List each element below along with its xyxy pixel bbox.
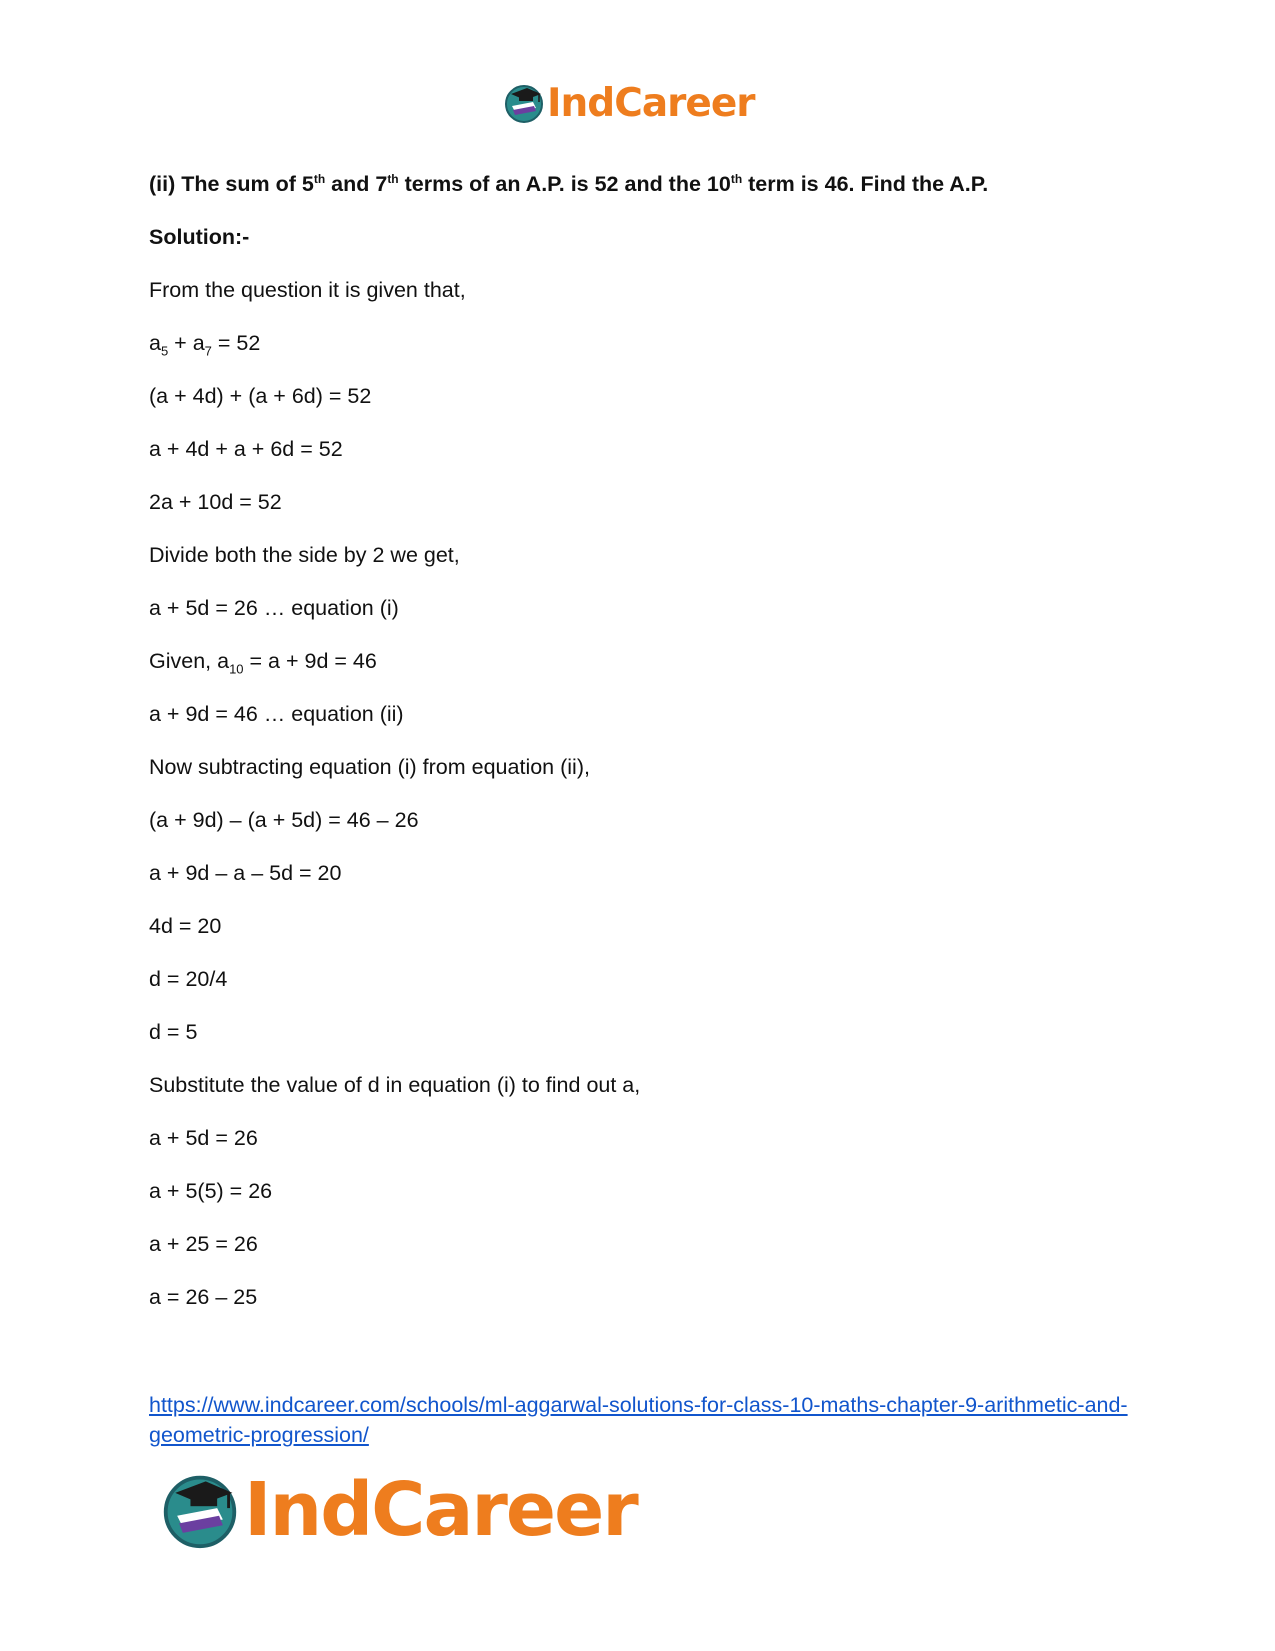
header-logo (503, 80, 755, 126)
footer-url-link[interactable]: https://www.indcareer.com/schools/ml-aggarwal-solutions-for-class-10-maths-chapter-9-arithmetic-and-geometric-progression/ (149, 1393, 1128, 1447)
step-line: a + 5d = 26 (149, 1126, 258, 1150)
step-line: 4d = 20 (149, 914, 222, 938)
step-line: 2a + 10d = 52 (149, 490, 282, 514)
step-line: d = 20/4 (149, 967, 228, 991)
step-line: a + 5d = 26 … equation (i) (149, 596, 399, 620)
step-line: a + 9d – a – 5d = 20 (149, 861, 342, 885)
step-line: Divide both the side by 2 we get, (149, 543, 460, 567)
step-line: d = 5 (149, 1020, 198, 1044)
graduation-cap-books-globe-icon (503, 82, 545, 124)
step-line: a + 4d + a + 6d = 52 (149, 437, 343, 461)
step-line: $a_5 + a_7 = 52$ (149, 331, 261, 359)
graduation-cap-books-globe-icon (160, 1470, 240, 1550)
step-line: a + 25 = 26 (149, 1232, 258, 1256)
step-line: From the question it is given that, (149, 278, 466, 302)
solution-label: Solution:- (149, 225, 250, 249)
brand-name: IndCareer (547, 80, 755, 126)
step-line: Now subtracting equation (i) from equation (ii), (149, 755, 590, 779)
step-line: (a + 4d) + (a + 6d) = 52 (149, 384, 372, 408)
step-line: Substitute the value of d in equation (i) to find out a, (149, 1073, 641, 1097)
question-text: (ii) The sum of 5th and 7th terms of an A.P. is 52 and the 10th term is 46. Find the A.P. (149, 171, 989, 196)
step-line: (a + 9d) – (a + 5d) = 46 – 26 (149, 808, 419, 832)
step-line: a + 9d = 46 … equation (ii) (149, 702, 404, 726)
brand-name: IndCareer (244, 1467, 637, 1553)
step-line: a = 26 – 25 (149, 1285, 258, 1309)
footer-logo (160, 1468, 637, 1552)
step-line: a + 5(5) = 26 (149, 1179, 273, 1203)
step-line: Given, $a_{10} = a + 9d = 46$ (149, 649, 377, 677)
